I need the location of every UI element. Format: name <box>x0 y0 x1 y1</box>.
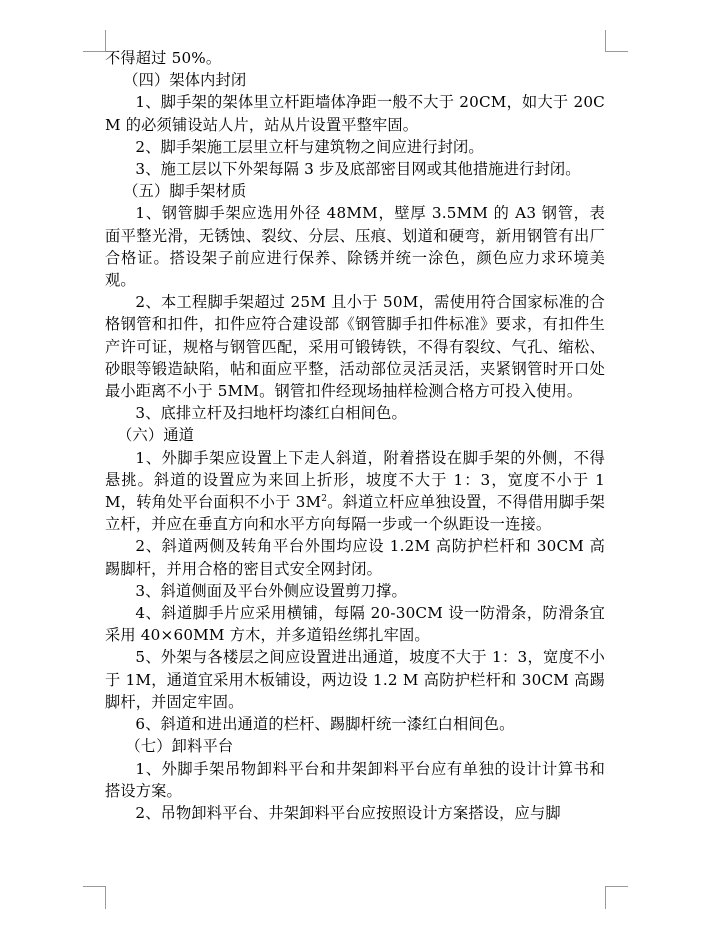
crop-mark-top-left <box>83 30 106 52</box>
crop-mark-bottom-left <box>83 886 106 909</box>
paragraph: 6、斜道和进出通道的栏杆、踢脚杆统一漆红白相间色。 <box>135 715 515 734</box>
paragraph: 1、钢管脚手架应选用外径 48MM，壁厚 3.5MM 的 A3 钢管，表面平整光滑，无锈蚀、裂纹、分层、压痕、划道和硬弯，新用钢管有出厂合格证。搭设架子前应进行保养、除锈并统一涂色，颜色应力求环境美观。 <box>105 204 605 290</box>
paragraph <box>105 447 605 536</box>
section-heading: （六）通道 <box>117 426 195 445</box>
superscript: 2 <box>321 494 328 505</box>
paragraph: 3、施工层以下外架每隔 3 步及底部密目网或其他措施进行封闭。 <box>135 160 581 179</box>
paragraph: 5、外架与各楼层之间应设置进出通道，坡度不大于 1：3，宽度不小于 1M，通道宜采用木板铺设，两边设 1.2 M 高防护栏杆和 30CM 高踢脚杆，并固定牢固。 <box>105 648 605 711</box>
paragraph: 2、吊物卸料平台、井架卸料平台应按照设计方案搭设，应与脚 <box>135 803 561 822</box>
section-heading: （四）架体内封闭 <box>123 71 247 90</box>
paragraph: 2、斜道两侧及转角平台外围均应设 1.2M 高防护栏杆和 30CM 高踢脚杆，并用合格的密目式安全网封闭。 <box>105 537 605 578</box>
paragraph: 3、斜道侧面及平台外侧应设置剪刀撑。 <box>135 581 407 600</box>
paragraph: 4、斜道脚手片应采用横铺，每隔 20-30CM 设一防滑条，防滑条宜采用 40×60MM 方木，并多道铅丝绑扎牢固。 <box>105 604 605 645</box>
paragraph: 3、底排立杆及扫地杆均漆红白相间色。 <box>135 404 407 423</box>
section-heading: （七）卸料平台 <box>125 737 234 756</box>
paragraph: 2、本工程脚手架超过 25M 且小于 50M，需使用符合国家标准的合格钢管和扣件，扣件应符合建设部《钢管脚手扣件标准》要求，有扣件生产许可证，规格与钢管匹配，采用可锻铸铁，不得有裂纹、气孔、缩松、砂眼等锻造缺陷，帖和面应平整，活动部位灵活灵活，夹紧钢管时开口处最小距离不小于 5MM。钢管扣件经现场抽样检测合格方可投入使用。 <box>105 293 605 401</box>
paragraph-text-tail: 。斜道立杆应单独设置，不得借用脚手架立杆，并应在垂直方向和水平方向每隔一步或一个纵距设一连接。 <box>105 493 606 534</box>
crop-mark-bottom-right <box>605 886 628 909</box>
paragraph: 2、脚手架施工层里立杆与建筑物之间应进行封闭。 <box>135 137 484 156</box>
section-heading: （五）脚手架材质 <box>123 182 247 201</box>
paragraph: 1、外脚手架吊物卸料平台和井架卸料平台应有单独的设计计算书和搭设方案。 <box>105 759 605 800</box>
paragraph-text: 1、外脚手架应设置上下走人斜道，附着搭设在脚手架的外侧，不得悬挑。斜道的设置应为来回上折形，坡度不大于 1：3，宽度不小于 1M，转角处平台面积不小于 3M <box>105 448 605 512</box>
crop-mark-top-right <box>605 30 628 52</box>
paragraph: 1、脚手架的架体里立杆距墙体净距一般不大于 20CM，如大于 20CM 的必须铺设站人片，站从片设置平整牢固。 <box>105 93 605 134</box>
document-body <box>105 47 605 824</box>
paragraph: 不得超过 50%。 <box>105 49 222 67</box>
